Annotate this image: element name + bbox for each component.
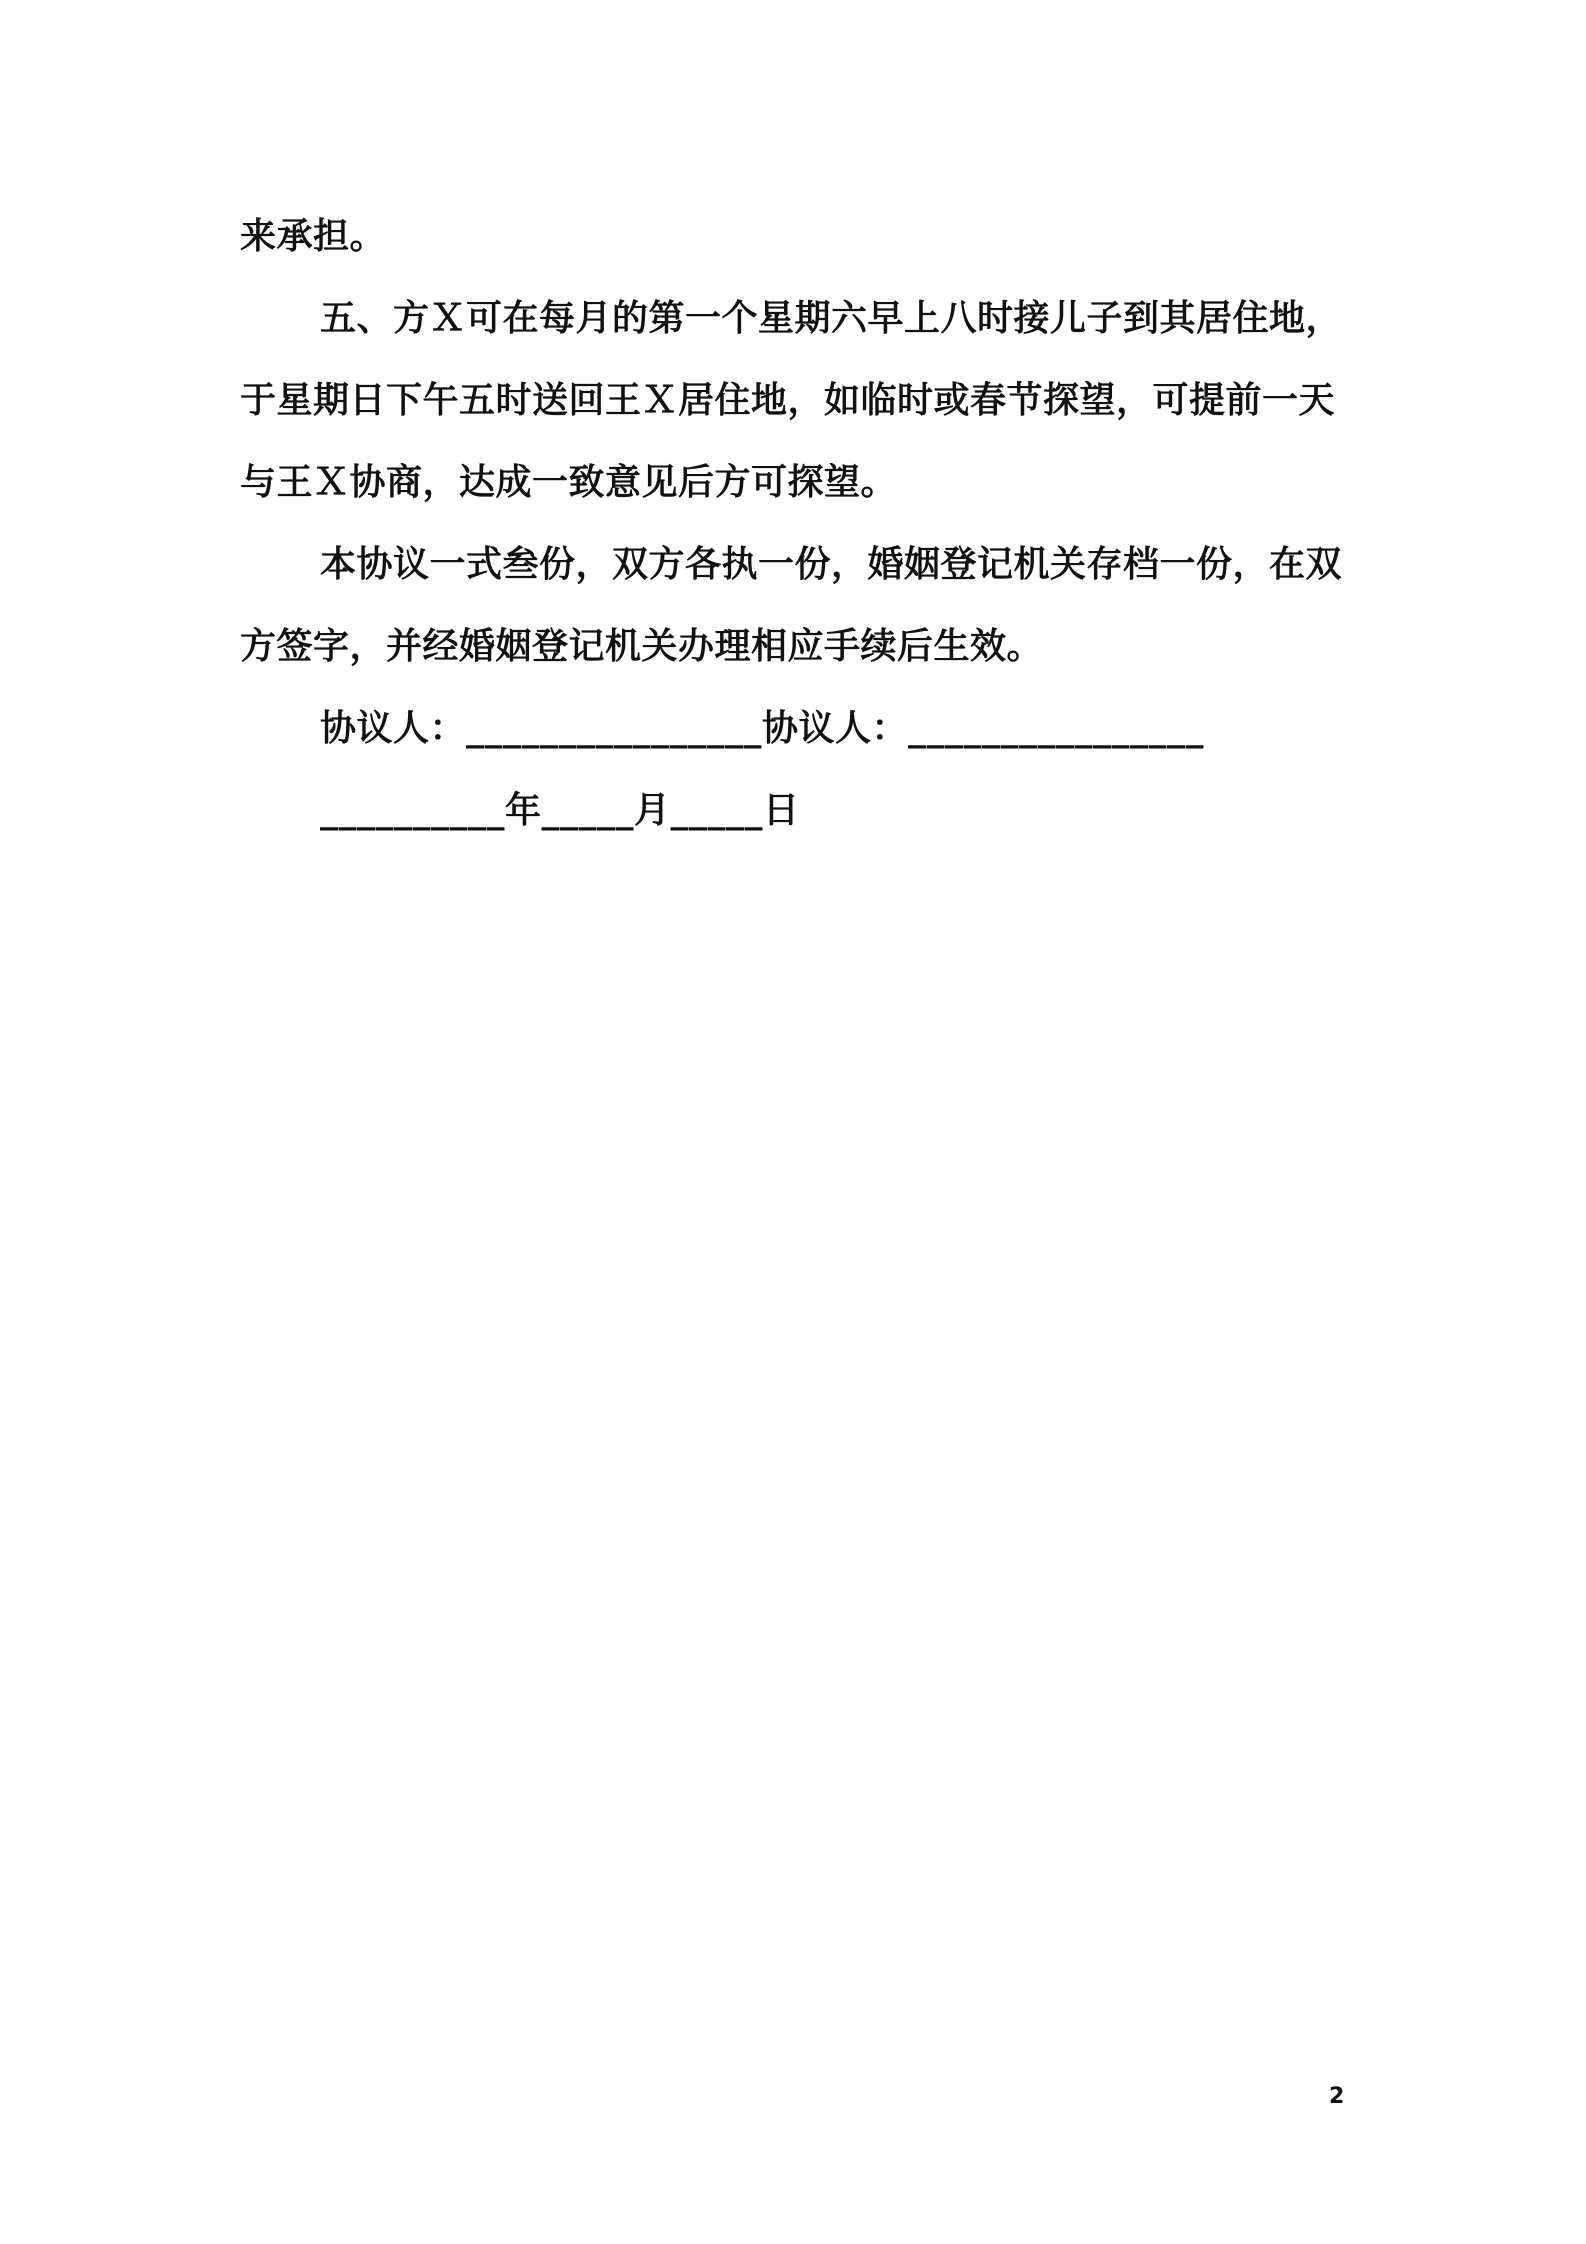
- date-line: __________年_____月_____日: [320, 790, 800, 831]
- paragraph-continuation: 来承担。: [240, 216, 387, 257]
- paragraph-copies-clause: 本协议一式叁份，双方各执一份，婚姻登记机关存档一份，在双方签字，并经婚姻登记机关办理相应手续后生效。: [240, 544, 1343, 667]
- paragraph-clause-five: 五、方Ｘ可在每月的第一个星期六早上八时接儿子到其居住地，于星期日下午五时送回王Ｘ居住地，如临时或春节探望，可提前一天与王Ｘ协商，达成一致意见后方可探望。: [240, 298, 1343, 503]
- document-body: [240, 196, 1360, 852]
- signature-line: 协议人：________________协议人：________________: [320, 708, 1205, 749]
- page-number: 2: [1329, 2084, 1345, 2109]
